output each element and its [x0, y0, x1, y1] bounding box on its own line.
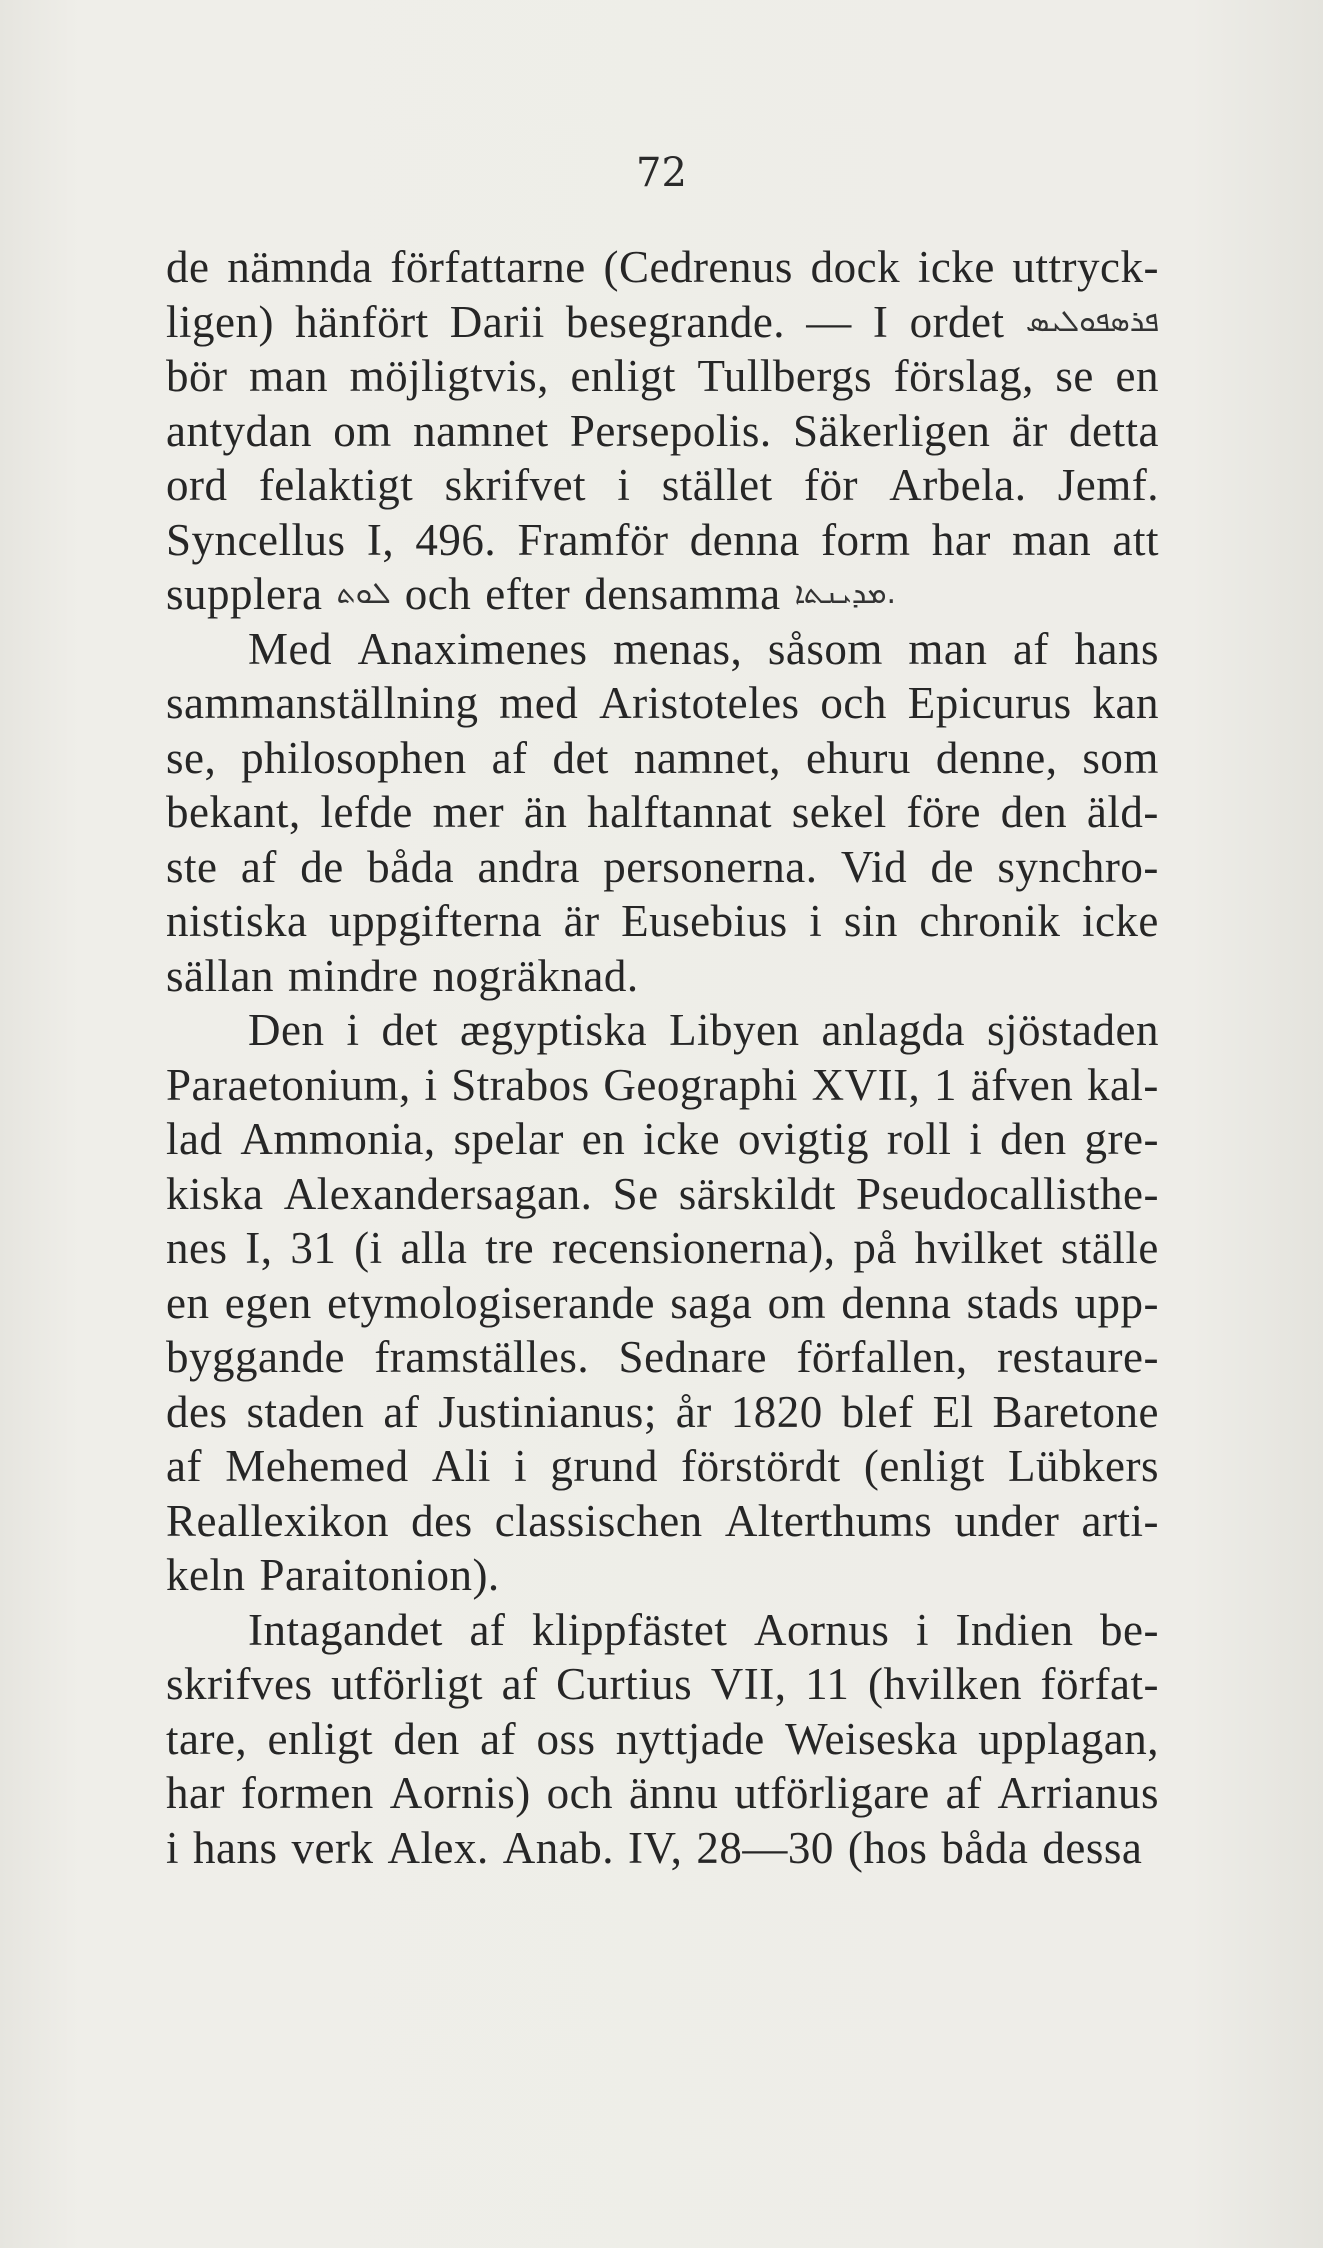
word: den — [1000, 787, 1068, 837]
word: Ammonia, — [240, 1114, 436, 1164]
word: philosophen — [241, 732, 467, 783]
word: 28—30 — [696, 1822, 834, 1873]
word: gre- — [1084, 1114, 1159, 1164]
word: kiska — [166, 1168, 264, 1219]
word: att — [1112, 514, 1159, 565]
word: XVII, — [811, 1059, 921, 1110]
word: keln — [166, 1550, 246, 1600]
word: särskildt — [678, 1168, 836, 1219]
word: roll — [886, 1114, 952, 1164]
word: de — [300, 841, 344, 892]
word: recensionerna), — [551, 1223, 836, 1273]
body-text — [166, 240, 1159, 1875]
word: icke — [1081, 896, 1159, 946]
word: Med — [248, 623, 332, 674]
word: nämnda — [227, 242, 373, 292]
word: om — [767, 1277, 827, 1328]
word: icke — [643, 1114, 721, 1164]
syriac-word: ܠܘܬ — [336, 576, 391, 611]
word: enligt — [267, 1713, 373, 1764]
word: I, — [245, 1223, 273, 1273]
word: en — [166, 1277, 210, 1328]
word: i — [424, 1059, 438, 1110]
word: ord — [166, 460, 228, 510]
word: Se — [612, 1168, 659, 1219]
word: grund — [550, 1441, 658, 1491]
word: stads — [966, 1277, 1060, 1328]
word: nyttjade — [615, 1713, 765, 1764]
word: Epicurus — [907, 678, 1072, 728]
text-line — [166, 1821, 1159, 1876]
word: Framför — [517, 514, 669, 565]
word: de — [930, 841, 975, 892]
word: hänfört — [295, 296, 429, 347]
word: Strabos — [451, 1059, 590, 1110]
word: enligt — [570, 351, 676, 401]
word: staden — [246, 1386, 365, 1437]
word: 1 — [934, 1059, 958, 1110]
word: se — [1055, 351, 1094, 401]
word: förslag, — [893, 351, 1034, 401]
word: Pseudocallisthe- — [856, 1168, 1159, 1219]
word: i — [346, 1005, 360, 1055]
word: besegrande. — [565, 296, 786, 347]
word: Alexandersagan. — [283, 1168, 593, 1219]
word: etymologiserande — [327, 1277, 655, 1328]
word: ordet — [909, 296, 1005, 347]
syriac-word: ܦܪܣܦܘܠܝܣ — [1025, 303, 1159, 339]
word: båda — [941, 1822, 1029, 1873]
word: spelar — [453, 1114, 564, 1164]
word: stället — [661, 460, 773, 510]
word: af — [383, 1386, 420, 1437]
word: Intagandet — [248, 1604, 443, 1655]
word: namnet, — [633, 732, 782, 783]
word: upplagan, — [978, 1713, 1159, 1764]
word: Baretone — [992, 1386, 1159, 1437]
text-line — [166, 1603, 1159, 1658]
word: år — [675, 1386, 712, 1437]
word: verk — [291, 1822, 374, 1873]
word: af — [240, 841, 277, 892]
word: Vid — [840, 841, 908, 892]
word: upp- — [1074, 1277, 1159, 1328]
word: 11 — [805, 1659, 850, 1709]
word: tre — [485, 1223, 535, 1273]
word: den — [393, 1713, 460, 1764]
word: Ali — [431, 1441, 491, 1491]
word: sin — [843, 896, 898, 946]
text-line — [166, 349, 1159, 404]
word: efter — [485, 569, 571, 619]
word: ægyptiska — [460, 1005, 648, 1055]
text-line — [166, 676, 1159, 731]
word: Aornis) — [389, 1768, 531, 1818]
word: (hvilken — [868, 1659, 1022, 1709]
word: tare, — [166, 1713, 248, 1764]
word: ste — [166, 841, 218, 892]
word: lefde — [320, 787, 413, 837]
word: 496. — [415, 514, 497, 565]
word: des — [166, 1386, 228, 1437]
word: hans — [193, 1822, 278, 1873]
word: anlagda — [821, 1005, 965, 1055]
text-line — [166, 1657, 1159, 1712]
word: Syncellus — [166, 514, 346, 565]
text-line — [166, 1712, 1159, 1767]
word: sammanställning — [166, 678, 479, 728]
word: i — [166, 1822, 180, 1873]
word: af — [945, 1768, 982, 1818]
word: nistiska — [166, 896, 308, 946]
word: El — [932, 1386, 974, 1437]
paragraph — [166, 240, 1159, 622]
text-line — [166, 1439, 1159, 1494]
word: af — [166, 1441, 202, 1491]
word: det — [552, 732, 609, 783]
word: Persepolis. — [569, 405, 772, 456]
word: man — [908, 623, 988, 674]
word: Aristoteles — [599, 678, 800, 728]
word: alla — [400, 1223, 468, 1273]
word: andra — [477, 841, 580, 892]
text-line — [166, 1003, 1159, 1058]
text-line — [166, 949, 1159, 1004]
word: af — [491, 732, 528, 783]
word: i — [969, 1114, 983, 1164]
word: författarne — [390, 242, 586, 292]
word: de — [166, 242, 210, 292]
word: hans — [1074, 623, 1159, 674]
word: Arbela. — [889, 460, 1027, 510]
word: supplera — [166, 569, 323, 619]
text-line — [166, 1494, 1159, 1549]
word: har — [931, 514, 991, 565]
text-line — [166, 1167, 1159, 1222]
word: Säkerligen — [792, 405, 991, 456]
word: uttryck- — [1012, 242, 1159, 292]
word: denne, — [935, 732, 1058, 783]
paragraph — [166, 622, 1159, 1004]
word: be- — [1100, 1604, 1159, 1655]
word: personerna. — [603, 841, 818, 892]
text-line — [166, 295, 1159, 350]
word: Paraetonium, — [166, 1059, 411, 1110]
word: chronik — [919, 896, 1061, 946]
word: Den — [248, 1005, 325, 1055]
word: skrifves — [166, 1659, 313, 1709]
word: dessa — [1042, 1822, 1143, 1873]
text-line — [166, 840, 1159, 895]
word: det — [381, 1005, 439, 1055]
word: är — [563, 896, 600, 946]
text-line — [166, 1385, 1159, 1440]
word: namnet — [413, 405, 549, 456]
word: Anaximenes — [357, 623, 588, 674]
paragraph — [166, 1003, 1159, 1603]
text-line — [166, 1276, 1159, 1331]
word: (enligt — [863, 1441, 985, 1491]
word: äfven — [970, 1059, 1074, 1110]
word: Curtius — [556, 1659, 693, 1709]
word: byggande — [166, 1332, 345, 1382]
word: förstördt — [681, 1441, 841, 1491]
word: sekel — [791, 787, 887, 837]
word: kal- — [1086, 1059, 1159, 1110]
word: under — [954, 1495, 1060, 1546]
word: restaure- — [997, 1332, 1159, 1382]
word: än — [523, 787, 568, 837]
word: på — [853, 1223, 897, 1273]
word: ligen) — [166, 296, 274, 347]
word: Geographi — [603, 1059, 798, 1110]
word: synchro- — [997, 841, 1159, 892]
word: utförligare — [734, 1768, 930, 1818]
word: af — [469, 1604, 506, 1655]
word: Anab. — [502, 1822, 614, 1873]
word: Aornus — [753, 1604, 890, 1655]
word: om — [333, 405, 392, 456]
word: och — [820, 678, 887, 728]
word: antydan — [166, 405, 312, 456]
word: klippfästet — [531, 1604, 728, 1655]
word: mindre — [287, 950, 419, 1001]
word: äld- — [1086, 787, 1159, 837]
word: — — [806, 296, 852, 347]
word: blef — [841, 1386, 914, 1437]
word: ovigtig — [737, 1114, 869, 1164]
word: i — [915, 1604, 929, 1655]
word: 31 — [290, 1223, 337, 1273]
word: förfallen, — [796, 1332, 968, 1382]
word: Eusebius — [621, 896, 788, 946]
word: Mehemed — [225, 1441, 409, 1491]
word: ehuru — [805, 732, 911, 783]
word: saga — [670, 1277, 753, 1328]
word: Alterthums — [724, 1495, 933, 1546]
word: I — [872, 296, 889, 347]
word: detta — [1069, 405, 1159, 456]
word: halftannat — [587, 787, 773, 837]
word: framställes. — [374, 1332, 590, 1382]
syriac-word: ܡܕܝܢܬܐ. — [794, 576, 897, 611]
word: sällan — [166, 950, 274, 1001]
text-line — [166, 1221, 1159, 1276]
word: ännu — [628, 1768, 719, 1818]
word: Reallexikon — [166, 1495, 389, 1546]
word: i — [617, 460, 631, 510]
word: man — [249, 351, 329, 401]
word: och — [546, 1768, 614, 1818]
word: ställe — [1060, 1223, 1159, 1273]
word: med — [499, 678, 579, 728]
word: Jemf. — [1057, 460, 1159, 510]
word: denna — [689, 514, 800, 565]
word: såsom — [767, 623, 883, 674]
word: des — [411, 1495, 473, 1546]
word: Libyen — [669, 1005, 800, 1055]
word: se, — [166, 732, 217, 783]
word: i — [809, 896, 823, 946]
word: lad — [166, 1114, 223, 1164]
text-line — [166, 404, 1159, 459]
word: som — [1082, 732, 1159, 783]
word: form — [821, 514, 911, 565]
text-line — [166, 731, 1159, 786]
word: den — [1000, 1114, 1067, 1164]
word: Weiseska — [785, 1713, 958, 1764]
word: 1820 — [730, 1386, 823, 1437]
word: en — [1115, 351, 1159, 401]
word: VII, — [710, 1659, 787, 1709]
paragraph — [166, 1603, 1159, 1876]
word: sjöstaden — [986, 1005, 1159, 1055]
word: bekant, — [166, 787, 301, 837]
word: I, — [366, 514, 395, 565]
text-line — [166, 240, 1159, 295]
word: egen — [224, 1277, 312, 1328]
word: nogräknad. — [432, 950, 639, 1001]
word: dock — [810, 242, 901, 292]
word: Alex. — [387, 1822, 489, 1873]
page-number: 72 — [636, 150, 687, 196]
word: före — [906, 787, 981, 837]
word: skrifvet — [444, 460, 587, 510]
word: möjligtvis, — [349, 351, 549, 401]
word: felaktigt — [258, 460, 414, 510]
word: en — [581, 1114, 626, 1164]
text-line — [166, 567, 1159, 622]
word: hvilket — [914, 1223, 1044, 1273]
text-line — [166, 785, 1159, 840]
word: af — [480, 1713, 517, 1764]
word: Justinianus; — [438, 1386, 657, 1437]
word: af — [501, 1659, 538, 1709]
word: i — [514, 1441, 528, 1491]
text-line — [166, 1548, 1159, 1603]
word: Sednare — [618, 1332, 767, 1382]
word: (Cedrenus — [603, 242, 793, 292]
word: (i — [354, 1223, 383, 1273]
word: Darii — [449, 296, 545, 347]
word: Arrianus — [997, 1768, 1159, 1818]
word: IV, — [627, 1822, 683, 1873]
word: båda — [367, 841, 455, 892]
word: nes — [166, 1223, 228, 1273]
text-line — [166, 513, 1159, 568]
word: classischen — [494, 1495, 703, 1546]
text-line — [166, 1330, 1159, 1385]
word: är — [1011, 405, 1048, 456]
text-line — [166, 1766, 1159, 1821]
word: uppgifterna — [329, 896, 543, 946]
text-line — [166, 458, 1159, 513]
word: och — [404, 569, 472, 619]
word: Tullbergs — [697, 351, 873, 401]
word: af — [1012, 623, 1049, 674]
word: icke — [917, 242, 995, 292]
word: Lübkers — [1008, 1441, 1159, 1491]
word: kan — [1092, 678, 1159, 728]
text-line — [166, 894, 1159, 949]
word: mer — [432, 787, 505, 837]
word: bör — [166, 351, 228, 401]
word: för — [803, 460, 858, 510]
word: förfat- — [1040, 1659, 1159, 1709]
word: oss — [536, 1713, 596, 1764]
text-line — [166, 1058, 1159, 1113]
word: man — [1012, 514, 1092, 565]
text-line — [166, 1112, 1159, 1167]
word: Paraitonion). — [259, 1550, 500, 1600]
word: (hos — [847, 1822, 928, 1873]
text-line — [166, 622, 1159, 677]
word: densamma — [584, 569, 781, 619]
word: utförligt — [331, 1659, 484, 1709]
word: har — [166, 1768, 225, 1818]
word: Indien — [955, 1604, 1074, 1655]
word: menas, — [613, 623, 743, 674]
word: denna — [841, 1277, 952, 1328]
word: arti- — [1081, 1495, 1159, 1546]
word: formen — [240, 1768, 374, 1818]
